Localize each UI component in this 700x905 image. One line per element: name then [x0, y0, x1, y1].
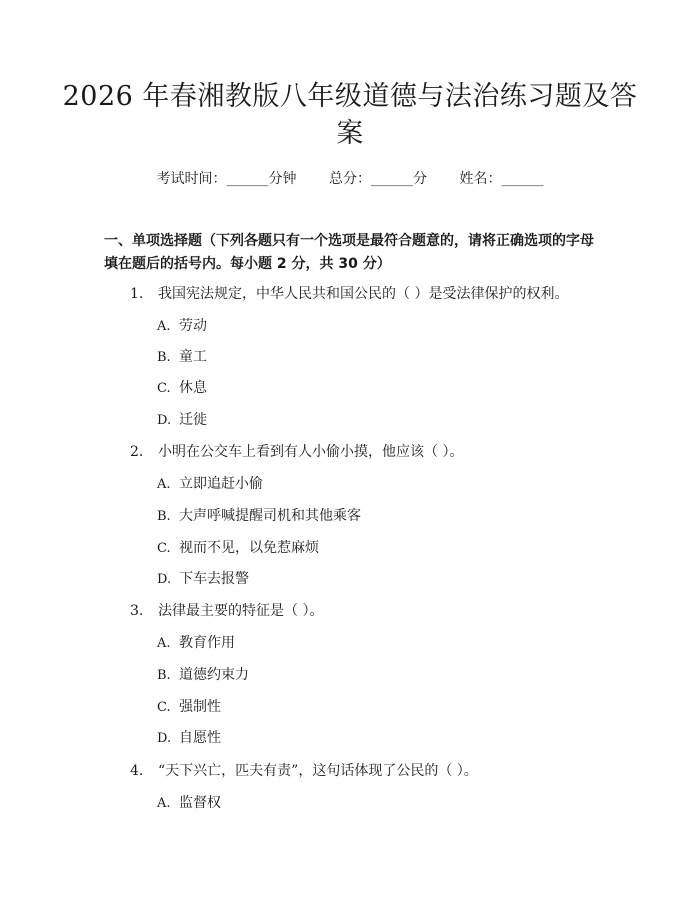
option-letter: A. — [157, 319, 171, 334]
question-number: 2. — [130, 444, 144, 460]
option-letter: A. — [157, 477, 171, 492]
option-text: 强制性 — [179, 699, 221, 715]
option-letter: A. — [157, 636, 171, 651]
option-text: 视而不见，以免惹麻烦 — [179, 540, 319, 556]
option-letter: A. — [157, 796, 171, 811]
question-1-option-d — [157, 409, 207, 429]
option-letter: D. — [157, 731, 172, 746]
question-3 — [130, 600, 323, 620]
exam-time-field: 考试时间：______分钟 — [156, 171, 297, 187]
question-2-option-b — [157, 505, 361, 525]
question-number: 4. — [130, 763, 144, 779]
question-2-option-c — [157, 537, 319, 557]
option-text: 自愿性 — [179, 730, 221, 746]
exam-total-field: 总分：______分 — [329, 171, 427, 187]
document-title: 2026 年春湘教版八年级道德与法治练习题及答案 — [62, 81, 638, 149]
option-text: 童工 — [179, 349, 207, 365]
option-text: 下车去报警 — [179, 571, 249, 587]
exam-name-field: 姓名：______ — [459, 171, 544, 187]
question-3-option-a — [157, 632, 235, 652]
question-text: 法律最主要的特征是（ ）。 — [158, 603, 324, 619]
question-1-option-a — [157, 315, 207, 335]
section-heading: 一、单项选择题（下列各题只有一个选项是最符合题意的，请将正确选项的字母填在题后的括号内。每小题 2 分，共 30 分） — [104, 233, 594, 272]
question-text: 我国宪法规定，中华人民共和国公民的（ ）是受法律保护的权利。 — [158, 286, 569, 302]
exam-info — [0, 168, 700, 188]
option-text: 道德约束力 — [179, 667, 249, 683]
option-letter: B. — [157, 668, 171, 683]
option-letter: B. — [157, 509, 171, 524]
question-2 — [130, 441, 463, 461]
option-text: 大声呼喊提醒司机和其他乘客 — [179, 508, 361, 524]
question-number: 1. — [130, 286, 144, 302]
question-2-option-d — [157, 568, 249, 588]
option-letter: C. — [157, 700, 171, 715]
option-text: 休息 — [179, 380, 207, 396]
question-number: 3. — [130, 603, 144, 619]
question-1-option-b — [157, 346, 207, 366]
question-3-option-c — [157, 696, 221, 716]
option-text: 立即追赶小偷 — [179, 476, 263, 492]
question-1 — [130, 283, 568, 303]
option-letter: D. — [157, 572, 172, 587]
question-text: 小明在公交车上看到有人小偷小摸，他应该（ ）。 — [158, 444, 464, 460]
option-letter: C. — [157, 541, 171, 556]
option-letter: C. — [157, 381, 171, 396]
option-text: 迁徙 — [179, 412, 207, 428]
question-1-option-c — [157, 377, 207, 397]
option-text: 劳动 — [179, 318, 207, 334]
option-text: 教育作用 — [179, 635, 235, 651]
question-text: “天下兴亡，匹夫有责”，这句话体现了公民的（ ）。 — [158, 763, 478, 779]
question-4 — [130, 760, 478, 780]
question-3-option-b — [157, 664, 249, 684]
question-3-option-d — [157, 727, 221, 747]
option-text: 监督权 — [179, 795, 221, 811]
option-letter: B. — [157, 350, 171, 365]
question-2-option-a — [157, 473, 263, 493]
question-4-option-a — [157, 792, 221, 812]
option-letter: D. — [157, 413, 172, 428]
